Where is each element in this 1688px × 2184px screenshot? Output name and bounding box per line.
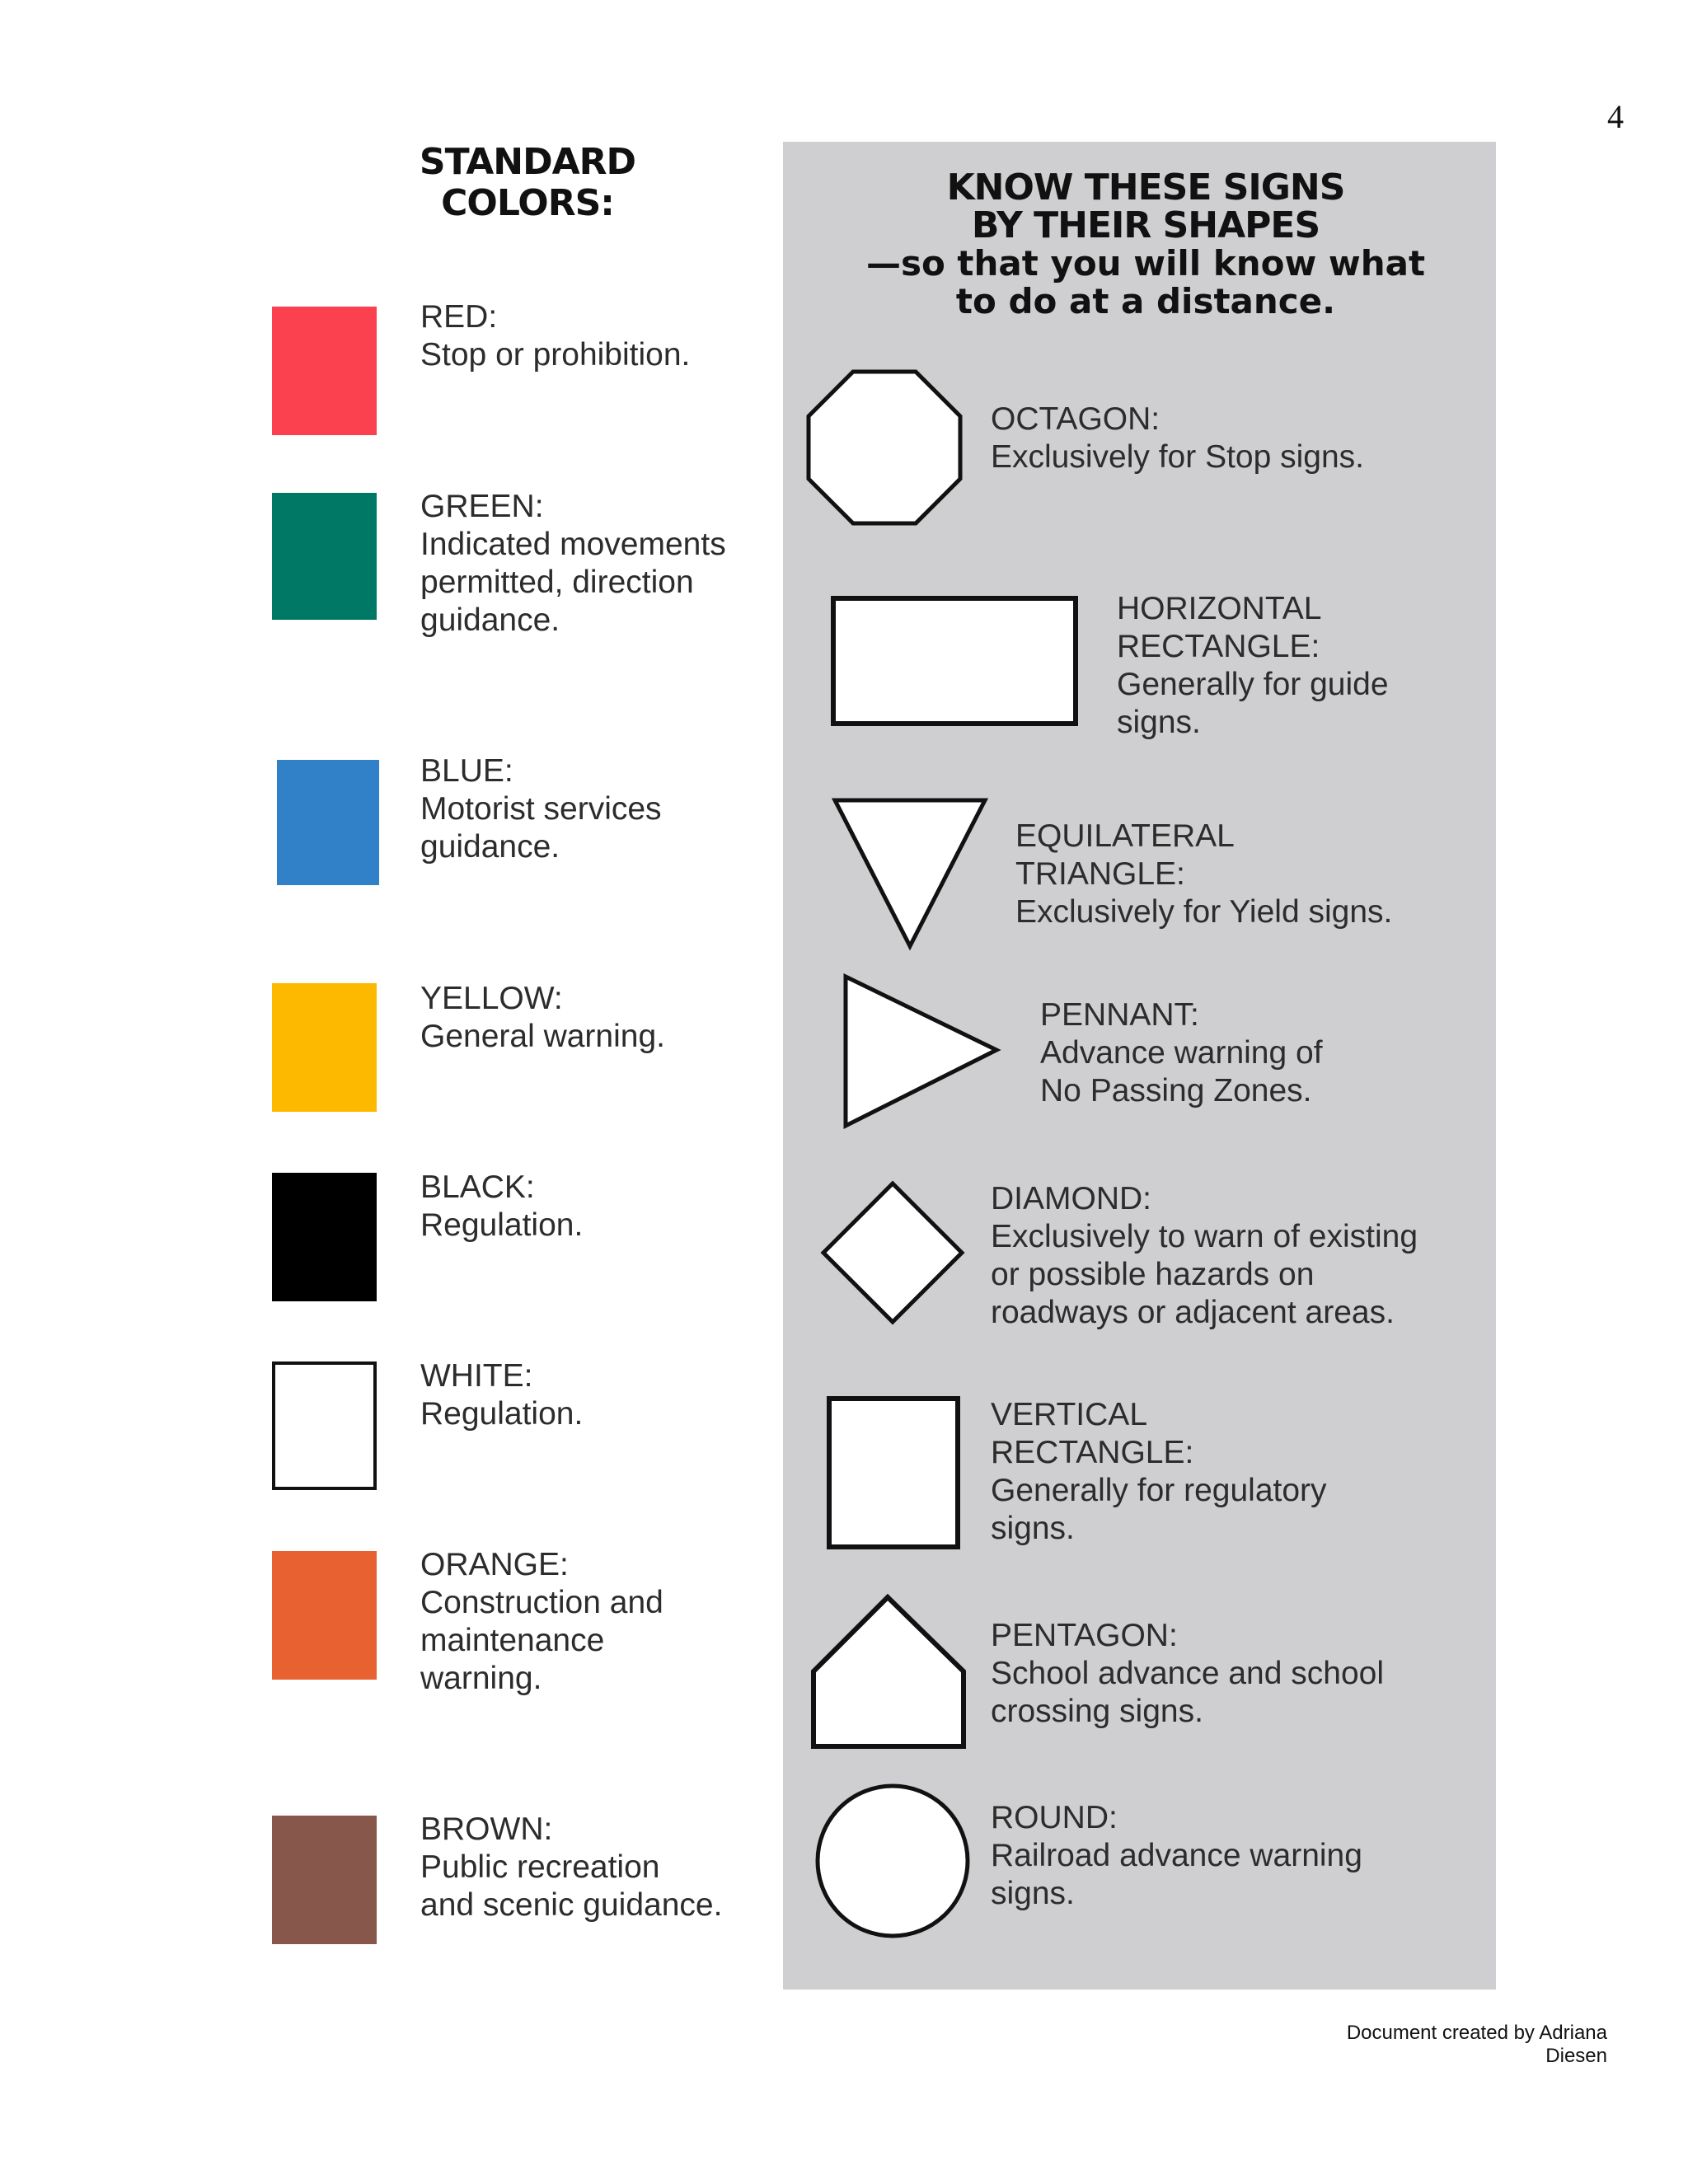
shape-line: signs. (1117, 705, 1201, 740)
shape-name: PENTAGON: (991, 1618, 1178, 1653)
shape-line: RECTANGLE: (1117, 629, 1320, 664)
shape-line: or possible hazards on (991, 1257, 1315, 1292)
shape-line: No Passing Zones. (1040, 1073, 1312, 1108)
circle-description (991, 1799, 1362, 1913)
orange-description (420, 1546, 663, 1698)
color-line: Regulation. (420, 1396, 584, 1432)
shape-line: Generally for regulatory (991, 1473, 1327, 1508)
white-swatch (272, 1361, 377, 1490)
shape-name: HORIZONTAL (1117, 591, 1322, 626)
heading-line: BY THEIR SHAPES (971, 204, 1320, 246)
color-name: GREEN: (420, 489, 544, 524)
circle-icon (814, 1783, 971, 1939)
color-line: and scenic guidance. (420, 1887, 723, 1923)
shape-line: signs. (991, 1511, 1075, 1546)
vertical-rectangle-description (991, 1396, 1327, 1548)
pennant-description (1040, 996, 1323, 1110)
color-name: BLUE: (420, 753, 513, 789)
heading-line: to do at a distance. (955, 281, 1336, 321)
color-line: Construction and (420, 1585, 663, 1620)
heading-line: —so that you will know what (865, 243, 1426, 284)
color-line: Indicated movements (420, 527, 726, 562)
pentagon-icon (810, 1595, 967, 1750)
horizontal-rectangle-icon (831, 596, 1078, 726)
page-number: 4 (1607, 98, 1624, 135)
white-description (420, 1357, 583, 1433)
blue-swatch (277, 760, 379, 885)
shape-name: DIAMOND: (991, 1181, 1151, 1216)
orange-swatch (272, 1551, 377, 1680)
colors-heading: STANDARD COLORS: (419, 141, 636, 224)
shape-line: Exclusively for Stop signs. (991, 439, 1365, 475)
shape-name: OCTAGON: (991, 401, 1160, 437)
color-line: warning. (420, 1661, 542, 1696)
yellow-swatch (272, 983, 377, 1112)
shape-line: roadways or adjacent areas. (991, 1295, 1395, 1330)
shape-line: Exclusively to warn of existing (991, 1219, 1418, 1254)
color-line: guidance. (420, 602, 560, 638)
triangle-description (1015, 818, 1392, 931)
red-description (420, 298, 690, 374)
black-swatch (272, 1173, 377, 1301)
shape-name: ROUND: (991, 1800, 1118, 1835)
shape-line: Advance warning of (1040, 1035, 1323, 1071)
yellow-description (420, 980, 665, 1056)
heading-line: KNOW THESE SIGNS (946, 166, 1345, 209)
shape-name: VERTICAL (991, 1397, 1148, 1432)
color-line: Regulation. (420, 1207, 584, 1243)
shape-name: EQUILATERAL (1015, 818, 1235, 854)
shape-line: TRIANGLE: (1015, 856, 1185, 892)
shape-line: Exclusively for Yield signs. (1015, 894, 1393, 930)
octagon-icon (806, 369, 963, 526)
color-name: YELLOW: (420, 981, 563, 1016)
pentagon-description (991, 1617, 1384, 1731)
green-description (420, 488, 726, 640)
diamond-icon (821, 1181, 964, 1324)
shape-line: RECTANGLE: (991, 1435, 1194, 1470)
shape-line: crossing signs. (991, 1694, 1203, 1729)
triangle-icon (832, 798, 987, 949)
color-name: BROWN: (420, 1811, 553, 1847)
color-name: BLACK: (420, 1169, 535, 1205)
color-line: Public recreation (420, 1849, 660, 1885)
shapes-heading (857, 166, 1434, 321)
color-line: maintenance (420, 1623, 605, 1658)
green-swatch (272, 493, 377, 620)
document-credit: Document created by Adriana Diesen (1346, 2022, 1607, 2067)
shape-line: signs. (991, 1876, 1075, 1911)
black-description (420, 1169, 583, 1244)
blue-description (420, 752, 662, 866)
shape-line: Railroad advance warning (991, 1838, 1362, 1873)
color-name: WHITE: (420, 1358, 533, 1394)
color-line: guidance. (420, 829, 560, 865)
brown-swatch (272, 1816, 377, 1944)
brown-description (420, 1811, 722, 1924)
color-line: permitted, direction (420, 565, 694, 600)
vertical-rectangle-icon (827, 1396, 960, 1549)
color-name: RED: (420, 299, 498, 335)
color-line: Motorist services (420, 791, 662, 827)
octagon-description (991, 401, 1364, 476)
red-swatch (272, 307, 377, 435)
shape-name: PENNANT: (1040, 997, 1199, 1033)
color-line: General warning. (420, 1019, 665, 1054)
horizontal-rectangle-description (1117, 590, 1389, 742)
color-line: Stop or prohibition. (420, 337, 691, 373)
shape-line: School advance and school (991, 1656, 1385, 1691)
diamond-description (991, 1180, 1418, 1332)
color-name: ORANGE: (420, 1547, 569, 1582)
pennant-icon (843, 974, 1000, 1129)
shape-line: Generally for guide (1117, 667, 1389, 702)
